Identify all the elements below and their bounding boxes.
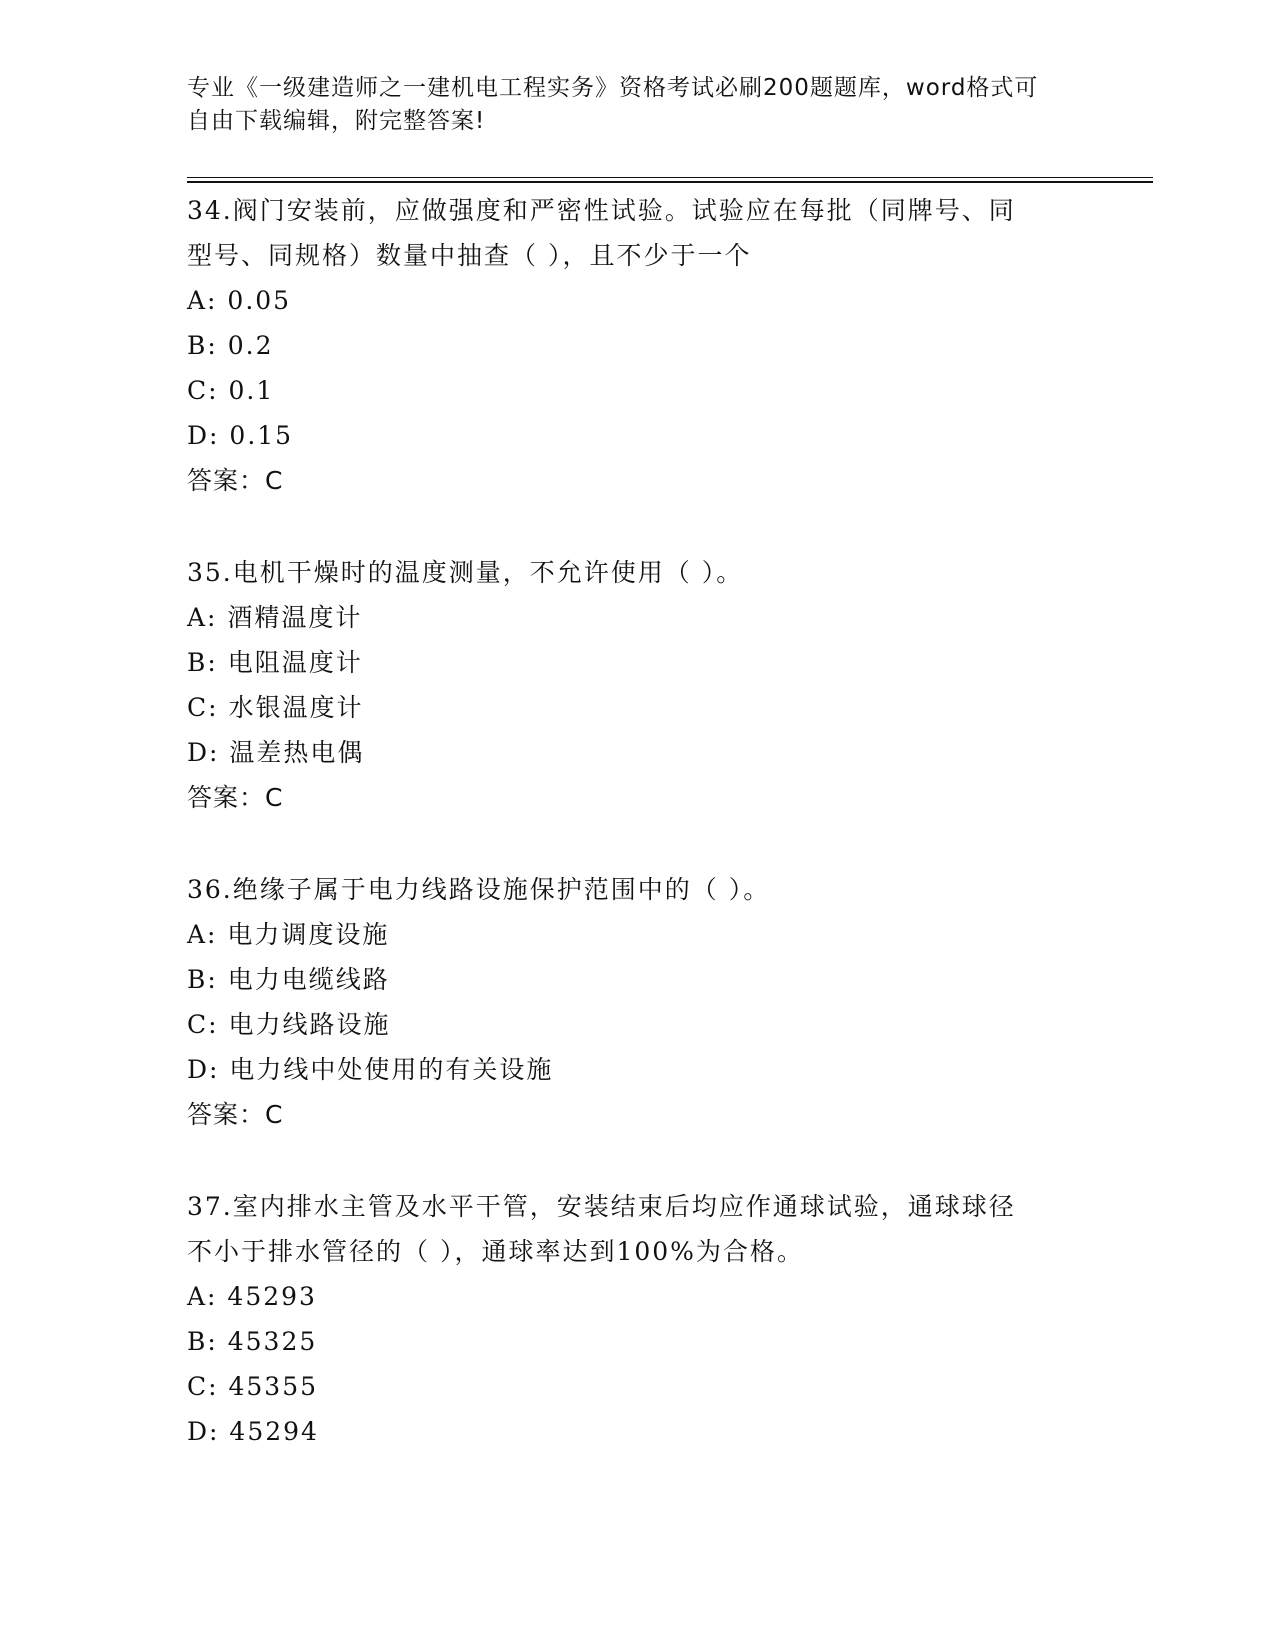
option-b: B: 45325: [187, 1327, 318, 1356]
question-list: [187, 188, 1087, 1500]
option-a: A: 0.05: [187, 286, 292, 315]
option-b: B: 电力电缆线路: [187, 965, 390, 994]
header-divider-thick: [187, 181, 1153, 183]
option-a: A: 电力调度设施: [187, 920, 390, 949]
stem-line: 34.阀门安装前，应做强度和严密性试验。试验应在每批（同牌号、同: [187, 196, 1016, 225]
question-stem: [187, 188, 1087, 278]
option-b: B: 0.2: [187, 331, 274, 360]
answer: 答案：C: [187, 466, 284, 495]
stem-line: 36.绝缘子属于电力线路设施保护范围中的（ ）。: [187, 875, 771, 904]
document-header: [187, 72, 1087, 138]
question-37: [187, 1184, 1087, 1454]
option-c: C: 电力线路设施: [187, 1010, 391, 1039]
option-a: A: 酒精温度计: [187, 603, 363, 632]
question-36: [187, 867, 1087, 1138]
answer: 答案：C: [187, 1100, 284, 1129]
option-d: D: 45294: [187, 1417, 319, 1446]
question-35: [187, 550, 1087, 821]
option-a: A: 45293: [187, 1282, 317, 1311]
option-d: D: 温差热电偶: [187, 738, 365, 767]
stem-line: 不小于排水管径的（ ），通球率达到100%为合格。: [187, 1237, 804, 1266]
stem-line: 型号、同规格）数量中抽查（ ），且不少于一个: [187, 241, 752, 270]
option-c: C: 0.1: [187, 376, 275, 405]
stem-line: 35.电机干燥时的温度测量，不允许使用（ ）。: [187, 558, 744, 587]
header-divider-thin: [187, 177, 1153, 178]
question-stem: [187, 867, 1087, 912]
option-c: C: 45355: [187, 1372, 319, 1401]
header-line-1: 专业《一级建造师之一建机电工程实务》资格考试必刷200题题库，word格式可: [187, 75, 1039, 101]
option-c: C: 水银温度计: [187, 693, 364, 722]
question-stem: [187, 1184, 1087, 1274]
question-stem: [187, 550, 1087, 595]
question-34: [187, 188, 1087, 504]
stem-line: 37.室内排水主管及水平干管，安装结束后均应作通球试验，通球球径: [187, 1192, 1016, 1221]
option-b: B: 电阻温度计: [187, 648, 363, 677]
header-line-2: 自由下载编辑，附完整答案!: [187, 108, 486, 134]
option-d: D: 电力线中处使用的有关设施: [187, 1055, 554, 1084]
option-d: D: 0.15: [187, 421, 294, 450]
answer: 答案：C: [187, 783, 284, 812]
